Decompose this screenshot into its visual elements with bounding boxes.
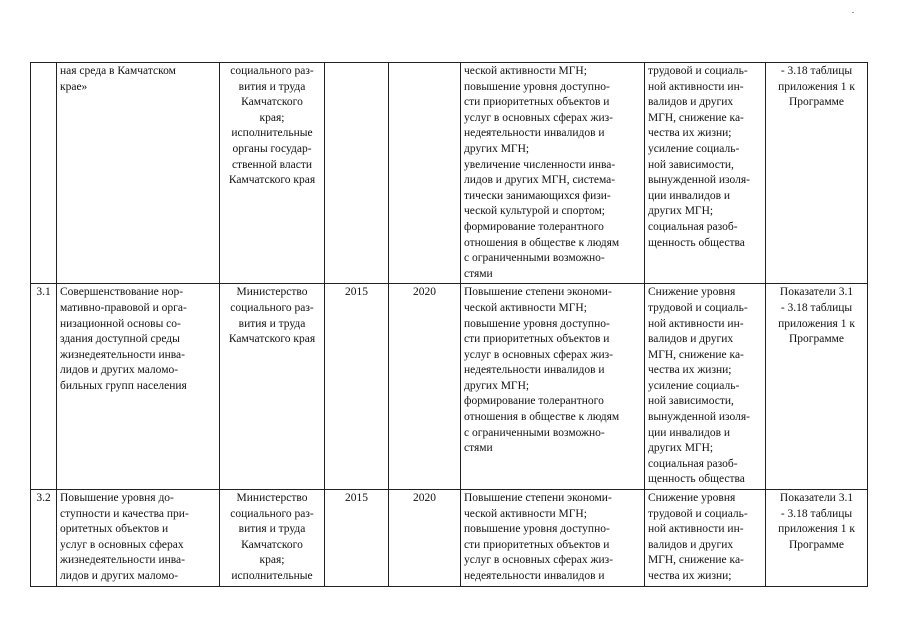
cell-text-line: вынужденной изоля- bbox=[648, 174, 750, 187]
cell-text-line: усиление социаль- bbox=[648, 379, 740, 392]
table-row bbox=[31, 63, 868, 284]
cell-text-line: сти приоритетных объектов и bbox=[464, 96, 610, 109]
cell-text-line: Показатели 3.1 bbox=[779, 492, 854, 505]
cell-text-line: повышение уровня доступно- bbox=[464, 317, 610, 330]
cell-text-line: лидов и других маломо- bbox=[60, 364, 179, 377]
cell-text-line: ной активности ин- bbox=[648, 317, 744, 330]
start-year-cell bbox=[325, 63, 389, 284]
row-number-cell bbox=[31, 63, 57, 284]
cell-text-line: бильных групп населения bbox=[60, 379, 187, 392]
cell-text-line: Камчатского края bbox=[228, 174, 316, 187]
cell-text-line: Повышение степени экономи- bbox=[464, 492, 612, 505]
cell-text-line: социального раз- bbox=[230, 301, 314, 314]
end-year-cell: 2020 bbox=[389, 490, 461, 587]
cell-text-line: МГН, снижение ка- bbox=[648, 554, 744, 567]
cell-text-line: недеятельности инвалидов и bbox=[464, 127, 605, 140]
cell-text-line: ции инвалидов и bbox=[648, 189, 731, 202]
cell-text-line: Программе bbox=[788, 96, 845, 109]
cell-text-line: Камчатского bbox=[241, 96, 303, 109]
program-measures-table bbox=[30, 62, 868, 587]
end-year-cell bbox=[389, 63, 461, 284]
cell-text-line: с ограниченными возможно- bbox=[464, 426, 605, 439]
cell-text-line: валидов и других bbox=[648, 333, 734, 346]
measure-name-cell bbox=[57, 490, 220, 587]
cell-text-line: ческой культурой и спортом; bbox=[464, 205, 605, 218]
cell-text-line: валидов и других bbox=[648, 96, 734, 109]
cell-text-line: трудовой и социаль- bbox=[648, 65, 748, 77]
cell-text-line: приложения 1 к bbox=[778, 317, 855, 330]
cell-text-line: социального раз- bbox=[230, 65, 314, 77]
cell-text-line: ции инвалидов и bbox=[648, 426, 731, 439]
cell-text-line: недеятельности инвалидов и bbox=[464, 364, 605, 377]
cell-text-line: ная среда в Камчатском bbox=[60, 65, 176, 77]
start-year-cell: 2015 bbox=[325, 490, 389, 587]
cell-text-line: МГН, снижение ка- bbox=[648, 111, 744, 124]
indicators-cell bbox=[766, 284, 868, 490]
cell-text-line: оритетных объектов и bbox=[60, 523, 169, 536]
cell-text-line: Повышение степени экономи- bbox=[464, 286, 612, 299]
consequences-cell bbox=[645, 490, 766, 587]
expected-results-cell bbox=[461, 490, 645, 587]
end-year-cell: 2020 bbox=[389, 284, 461, 490]
cell-text-line: стями bbox=[464, 442, 493, 455]
cell-text-line: Министерство bbox=[236, 492, 308, 505]
cell-text-line: ственной власти bbox=[231, 158, 313, 171]
cell-text-line: недеятельности инвалидов и bbox=[464, 570, 605, 582]
measure-name-cell bbox=[57, 63, 220, 284]
cell-text-line: Показатели 3.1 bbox=[779, 286, 854, 299]
cell-text-line: ческой активности МГН; bbox=[464, 301, 587, 314]
cell-text-line: вития и труда bbox=[238, 317, 306, 330]
cell-text-line: приложения 1 к bbox=[778, 523, 855, 536]
cell-text-line: вития и труда bbox=[238, 523, 306, 536]
row-number-cell: 3.1 bbox=[31, 284, 57, 490]
cell-text-line: других МГН; bbox=[464, 142, 530, 155]
expected-results-cell bbox=[461, 284, 645, 490]
cell-text-line: формирование толерантного bbox=[464, 395, 604, 408]
consequences-cell bbox=[645, 284, 766, 490]
cell-text-line: крае» bbox=[60, 80, 88, 93]
cell-text-line: жизнедеятельности инва- bbox=[60, 554, 185, 567]
cell-text-line: услуг в основных сферах bbox=[60, 538, 184, 551]
consequences-cell bbox=[645, 63, 766, 284]
start-year-cell: 2015 bbox=[325, 284, 389, 490]
indicators-cell bbox=[766, 63, 868, 284]
cell-text-line: Камчатского bbox=[241, 538, 303, 551]
cell-text-line: Снижение уровня bbox=[648, 286, 736, 299]
cell-text-line: Программе bbox=[788, 538, 845, 551]
cell-text-line: усиление социаль- bbox=[648, 142, 740, 155]
cell-text-line: социальная разоб- bbox=[648, 220, 738, 233]
cell-text-line: щенность общества bbox=[648, 236, 745, 249]
table-row bbox=[31, 490, 868, 587]
cell-text-line: вынужденной изоля- bbox=[648, 411, 750, 424]
cell-text-line: ческой активности МГН; bbox=[464, 507, 587, 520]
measure-name-cell bbox=[57, 284, 220, 490]
cell-text-line: увеличение численности инва- bbox=[464, 158, 616, 171]
scan-speck bbox=[852, 12, 854, 13]
executor-cell bbox=[220, 63, 325, 284]
cell-text-line: низационной основы со- bbox=[60, 317, 181, 330]
cell-text-line: ческой активности МГН; bbox=[464, 65, 587, 77]
cell-text-line: Повышение уровня до- bbox=[60, 492, 174, 505]
cell-text-line: чества их жизни; bbox=[648, 127, 732, 140]
cell-text-line: исполнительные bbox=[231, 127, 313, 140]
cell-text-line: услуг в основных сферах жиз- bbox=[464, 554, 613, 567]
cell-text-line: Камчатского края bbox=[228, 333, 316, 346]
cell-text-line: лидов и других маломо- bbox=[60, 570, 179, 582]
cell-text-line: края; bbox=[259, 111, 285, 124]
cell-text-line: ной активности ин- bbox=[648, 80, 744, 93]
cell-text-line: валидов и других bbox=[648, 538, 734, 551]
cell-text-line: ной зависимости, bbox=[648, 395, 734, 408]
cell-text-line: других МГН; bbox=[648, 442, 714, 455]
cell-text-line: - 3.18 таблицы bbox=[780, 65, 853, 77]
executor-cell bbox=[220, 284, 325, 490]
cell-text-line: здания доступной среды bbox=[60, 333, 180, 346]
cell-text-line: услуг в основных сферах жиз- bbox=[464, 348, 613, 361]
cell-text-line: - 3.18 таблицы bbox=[780, 301, 853, 314]
cell-text-line: приложения 1 к bbox=[778, 80, 855, 93]
cell-text-line: ной активности ин- bbox=[648, 523, 744, 536]
cell-text-line: социальная разоб- bbox=[648, 457, 738, 470]
cell-text-line: социального раз- bbox=[230, 507, 314, 520]
cell-text-line: органы государ- bbox=[232, 142, 312, 155]
cell-text-line: Программе bbox=[788, 333, 845, 346]
cell-text-line: других МГН; bbox=[648, 205, 714, 218]
cell-text-line: трудовой и социаль- bbox=[648, 507, 748, 520]
cell-text-line: жизнедеятельности инва- bbox=[60, 348, 185, 361]
cell-text-line: ступности и качества при- bbox=[60, 507, 189, 520]
cell-text-line: трудовой и социаль- bbox=[648, 301, 748, 314]
cell-text-line: формирование толерантного bbox=[464, 220, 604, 233]
table-row bbox=[31, 284, 868, 490]
cell-text-line: с ограниченными возможно- bbox=[464, 252, 605, 265]
expected-results-cell bbox=[461, 63, 645, 284]
indicators-cell bbox=[766, 490, 868, 587]
cell-text-line: чества их жизни; bbox=[648, 364, 732, 377]
cell-text-line: вития и труда bbox=[238, 80, 306, 93]
cell-text-line: сти приоритетных объектов и bbox=[464, 333, 610, 346]
cell-text-line: отношения в обществе к людям bbox=[464, 411, 620, 424]
cell-text-line: ной зависимости, bbox=[648, 158, 734, 171]
executor-cell bbox=[220, 490, 325, 587]
cell-text-line: МГН, снижение ка- bbox=[648, 348, 744, 361]
cell-text-line: лидов и других МГН, система- bbox=[464, 174, 616, 187]
cell-text-line: сти приоритетных объектов и bbox=[464, 538, 610, 551]
cell-text-line: чества их жизни; bbox=[648, 570, 732, 582]
cell-text-line: Совершенствование нор- bbox=[60, 286, 184, 299]
cell-text-line: других МГН; bbox=[464, 379, 530, 392]
cell-text-line: исполнительные bbox=[231, 570, 313, 582]
cell-text-line: повышение уровня доступно- bbox=[464, 523, 610, 536]
cell-text-line: отношения в обществе к людям bbox=[464, 236, 620, 249]
cell-text-line: тически занимающихся физи- bbox=[464, 189, 611, 202]
cell-text-line: стями bbox=[464, 267, 493, 280]
cell-text-line: Снижение уровня bbox=[648, 492, 736, 505]
cell-text-line: мативно-правовой и орга- bbox=[60, 301, 187, 314]
cell-text-line: повышение уровня доступно- bbox=[464, 80, 610, 93]
cell-text-line: края; bbox=[259, 554, 285, 567]
cell-text-line: Министерство bbox=[236, 286, 308, 299]
row-number-cell: 3.2 bbox=[31, 490, 57, 587]
cell-text-line: щенность общества bbox=[648, 473, 745, 486]
cell-text-line: услуг в основных сферах жиз- bbox=[464, 111, 613, 124]
cell-text-line: - 3.18 таблицы bbox=[780, 507, 853, 520]
